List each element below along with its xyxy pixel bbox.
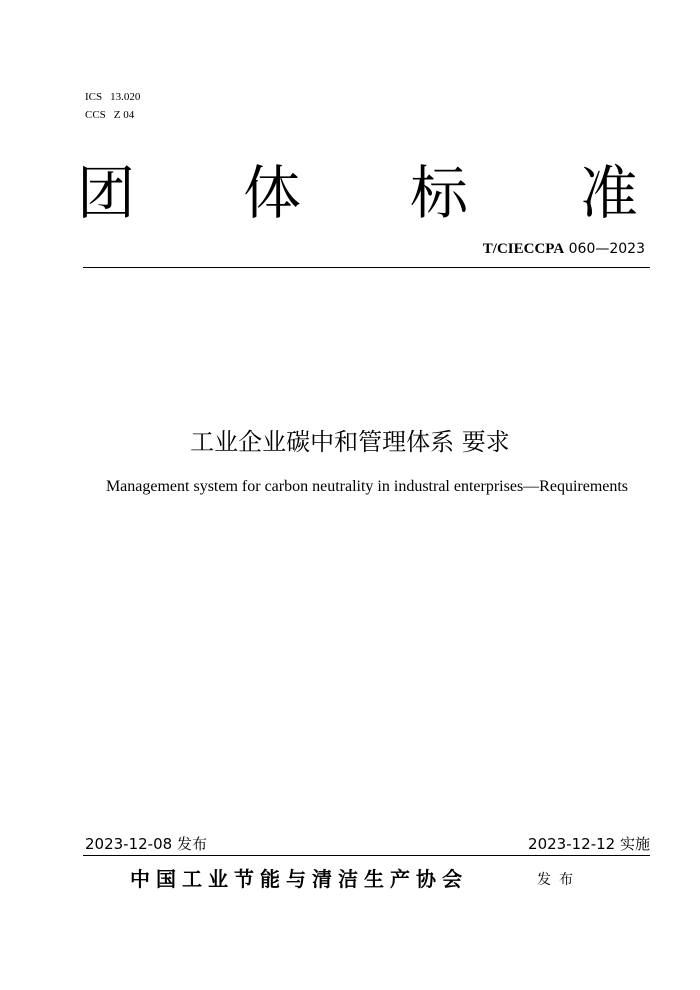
- ics-code: [85, 88, 140, 106]
- classification-codes: [85, 88, 140, 124]
- footer-divider: [83, 855, 650, 856]
- ccs-label: CCS: [85, 109, 106, 121]
- ccs-code: [85, 106, 140, 124]
- publisher-suffix: 发布: [537, 872, 581, 888]
- header-word: 团: [77, 159, 136, 227]
- ics-label: ICS: [85, 91, 103, 103]
- header-divider: [83, 267, 650, 268]
- publisher-name: 中国工业节能与清洁生产协会: [130, 867, 468, 891]
- issue-date: 2023-12-08 发布: [85, 835, 207, 853]
- implementation-date: 2023-12-12 实施: [528, 835, 650, 853]
- header-word: 体: [243, 159, 302, 227]
- header-word: 标: [410, 159, 469, 227]
- header-word: 准: [580, 159, 639, 227]
- standard-number: [483, 240, 645, 258]
- standard-number-value: 060—2023: [568, 241, 645, 257]
- ccs-value: Z 04: [113, 109, 135, 121]
- document-title-chinese: 工业企业碳中和管理体系 要求: [190, 428, 510, 456]
- ics-value: 13.020: [110, 91, 141, 103]
- standard-number-prefix: T/CIECCPA: [482, 241, 565, 257]
- document-title-english: Management system for carbon neutrality in industral enterprises—Requirements: [105, 478, 629, 495]
